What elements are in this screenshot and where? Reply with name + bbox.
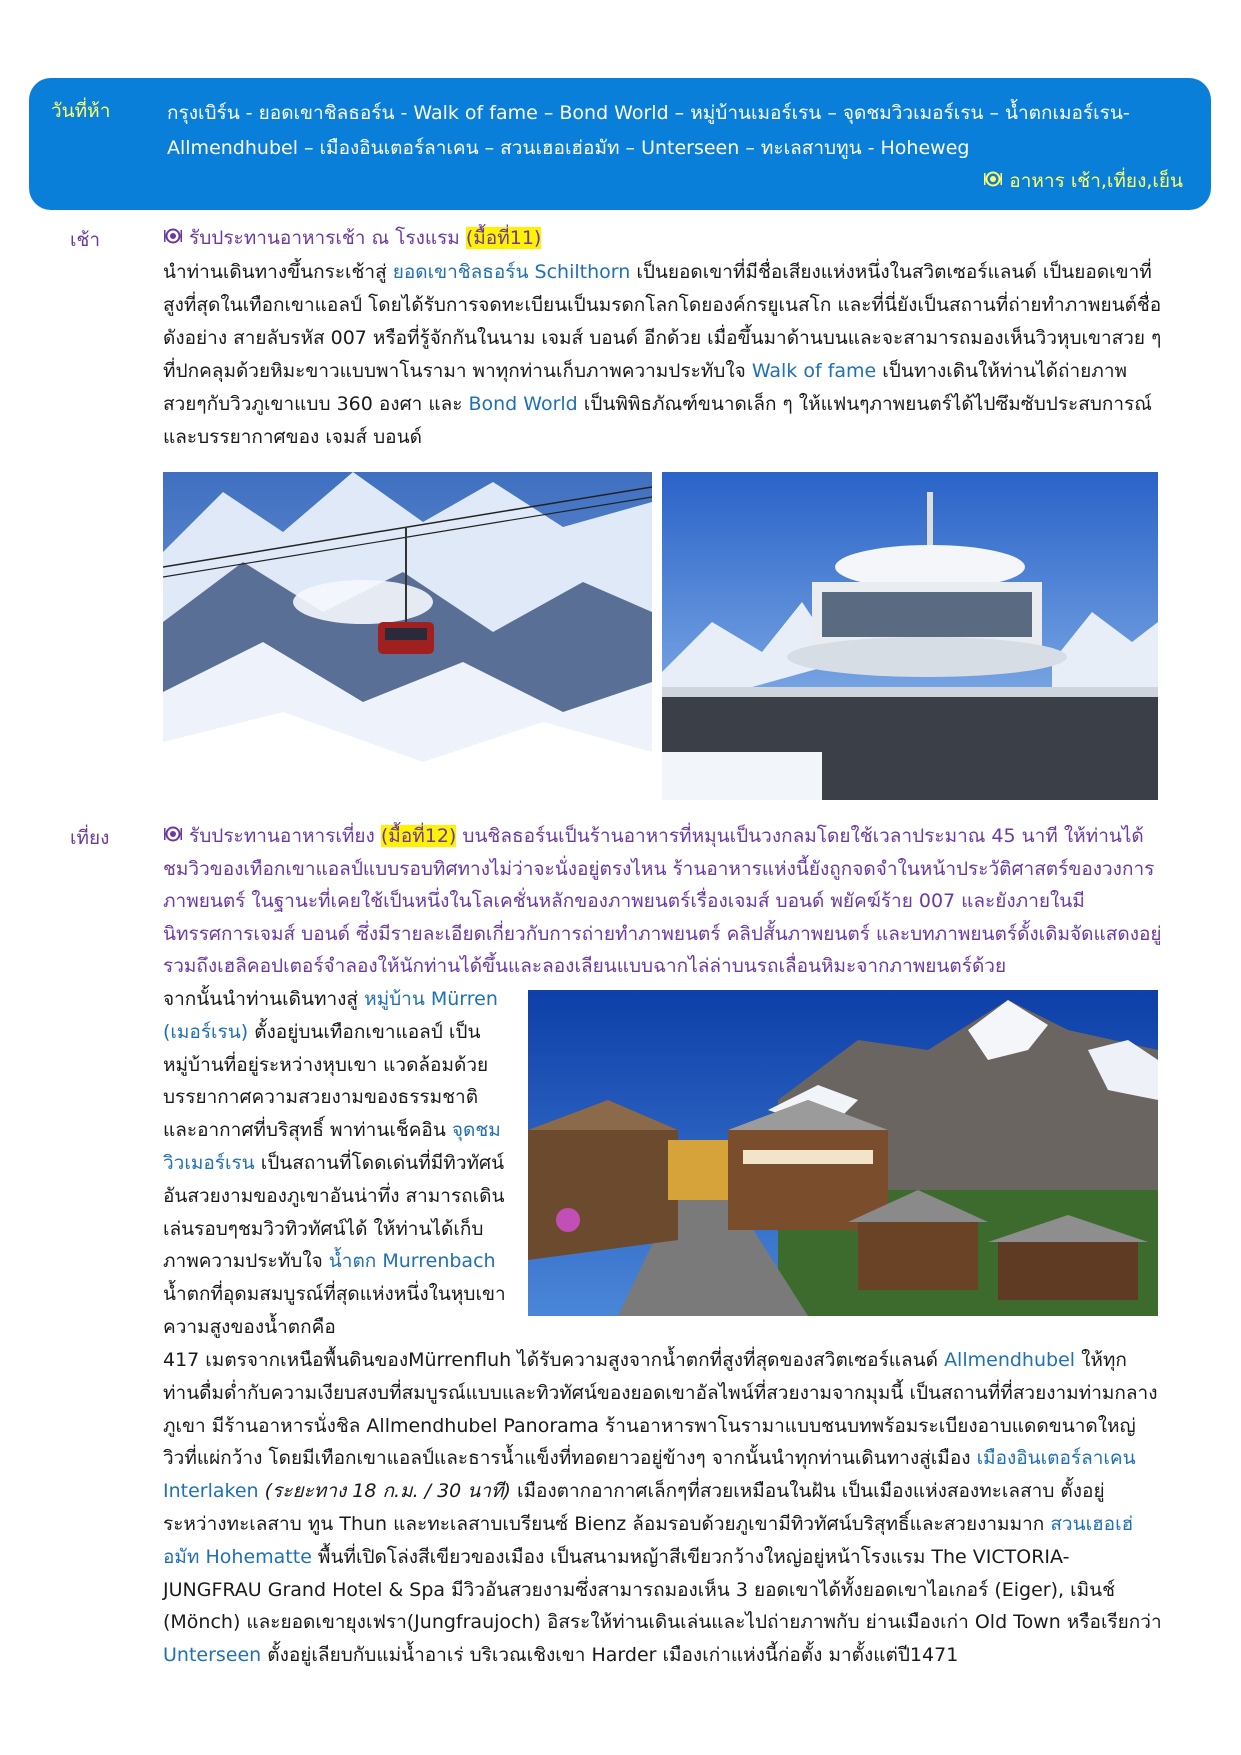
route-line-2: Allmendhubel – เมืองอินเตอร์ลาเคน – สวนเฮอเฮ่อมัท – Unterseen – ทะเลสาบทูน - Hoheweg — [167, 137, 970, 159]
murrenbach-falls-link[interactable]: น้ำตก Murrenbach — [328, 1250, 496, 1273]
interlaken-text-2: ให้ทุกท่านดื่มด่ำกับความเงียบสงบที่สมบูรณ์แบบและทิวทัศน์ของยอดเขาอัลไพน์ที่สวยงามจากมุมนี้ เป็นสถานที่ที่สวยงามท่ามกลางภูเขา มีร้านอาหารนั่งชิล Allmendhubel Panorama ร้านอาหารพาโนรามาแบบชนบทพร้อมระเบียงอาบแดดขนาดใหญ่ วิวที่แผ่กว้าง โดยมีเทือกเขาแอลป์และธารน้ำแข็งที่ทอดยาวอยู่ข้างๆ จากนั้นนำทุกท่านเดินทางสู่เมือง — [163, 1349, 1158, 1470]
meals-summary — [983, 166, 1183, 196]
noon-paragraph — [163, 820, 1163, 983]
interlaken-link[interactable]: เมืองอินเตอร์ลาเคน Interlaken — [163, 1447, 1136, 1503]
meals-text: อาหาร เช้า,เที่ยง,เย็น — [1009, 170, 1183, 192]
murren-viewpoint-link[interactable]: จุดชมวิวเมอร์เรน — [163, 1119, 501, 1174]
murren-village-photo — [528, 990, 1158, 1316]
murren-text-1: จากนั้นนำท่านเดินทางสู่ — [163, 988, 365, 1010]
unterseen-link[interactable]: Unterseen — [163, 1644, 262, 1667]
murren-text-2: ตั้งอยู่บนเทือกเขาแอลป์ เป็นหมู่บ้านที่อยู่ระหว่างหุบเขา แวดล้อมด้วยบรรยากาศความสวยงามของธรรมชาติ และอากาศที่บริสุทธิ์ พาท่านเช็คอิน — [163, 1020, 489, 1142]
interlaken-text-3: เมืองตากอากาศเล็กๆที่สวยเหมือนในฝัน เป็นเมืองแห่งสองทะเลสาบ ตั้งอยู่ระหว่างทะเลสาบ ทูน Thun และทะเลสาบเบรียนซ์ Bienz ล้อมรอบด้วยภูเขามีทิวทัศน์บริสุทธิ์และสวยงามมาก — [163, 1480, 1105, 1535]
murren-column-text — [163, 983, 513, 1344]
cable-car-photo — [163, 472, 652, 800]
interlaken-text-5: ตั้งอยู่เลียบกับแม่น้ำอาเร่ บริเวณเชิงเขา Harder เมืองเก่าแห่งนี้ก่อตั้ง มาตั้งแต่ปี1471 — [261, 1644, 959, 1667]
morning-text-2: เป็นยอดเขาที่มีชื่อเสียงแห่งหนึ่งในสวิตเซอร์แลนด์ เป็นยอดเขาที่สูงที่สุดในเทือกเขาแอลป์ โดยได้รับการจดทะเบียนเป็นมรดกโลกโดยองค์กรยูเนสโก และที่นี่ยังเป็นสถานที่ถ่ายทำภาพยนต์ชื่อดังอย่าง สายลับรหัส 007 หรือที่รู้จักกันในนาม เจมส์ บอนด์ อีกด้วย เมื่อขึ้นมาด้านบนและจะสามารถมองเห็นวิวหุบเขาสวย ๆ ที่ปกคลุมด้วยหิมะขาวแบบพาโนรามา พาทุกท่านเก็บภาพความประทับใจ — [163, 261, 1162, 382]
morning-meal-number: (มื้อที่11) — [465, 227, 542, 249]
meal-plate-icon — [163, 222, 183, 255]
day-header-banner — [29, 78, 1211, 210]
bond-world-link[interactable]: Bond World — [468, 393, 578, 415]
murren-text-3: เป็นสถานที่โดดเด่นที่มีทิวทัศน์อันสวยงามของภูเขาอันน่าทึ่ง สามารถเดินเล่นรอบๆชมวิวทิวทัศน์ได้ ให้ท่านได้เก็บภาพความประทับใจ — [163, 1151, 505, 1273]
noon-meal-number: (มื้อที่12) — [380, 825, 457, 847]
distance-note: (ระยะทาง 18 ก.ม. / 30 นาที) — [258, 1480, 511, 1503]
morning-text-1: นำท่านเดินทางขึ้นกระเช้าสู่ — [163, 261, 393, 283]
murren-village-link[interactable]: หมู่บ้าน Mürren (เมอร์เรน) — [163, 988, 498, 1043]
route-line-1: กรุงเบิร์น - ยอดเขาชิลธอร์น - Walk of fame – Bond World – หมู่บ้านเมอร์เรน – จุดชมวิวเมอร์เรน – น้ำตกเมอร์เรน- — [167, 102, 1130, 124]
route-text — [167, 96, 1187, 166]
morning-meal-line — [163, 222, 1163, 255]
morning-text-4: เป็นพิพิธภัณฑ์ขนาดเล็ก ๆ ให้แฟนๆภาพยนตร์ได้ไปซึมซับประสบการณ์และบรรยากาศของ เจมส์ บอนด์ — [163, 393, 1152, 448]
allmendhubel-link[interactable]: Allmendhubel — [944, 1349, 1076, 1371]
morning-paragraph — [163, 256, 1163, 454]
piz-gloria-restaurant-photo — [662, 472, 1158, 800]
interlaken-text-4: พื้นที่เปิดโล่งสีเขียวของเมือง เป็นสนามหญ้าสีเขียวกว้างใหญ่อยู่หน้าโรงแรม The VICTORIA-JUNGFRAU Grand Hotel & Spa มีวิวอันสวยงามซึ่งสามารถมองเห็น 3 ยอดเขาได้ทั้งยอดเขาไอเกอร์ (Eiger), เมินช์ (Mönch) และยอดเขายุงเฟรา(Jungfraujoch) อิสระให้ท่านเดินเล่นและไปถ่ายภาพกับ ย่านเมืองเก่า Old Town หรือเรียกว่า — [163, 1545, 1162, 1634]
meal-plate-icon — [983, 170, 1003, 192]
hohematte-link[interactable]: สวนเฮอเฮ่อมัท Hohematte — [163, 1512, 1134, 1568]
murren-text-4: น้ำตกที่อุดมสมบูรณ์ที่สุดแห่งหนึ่งในหุบเขา ความสูงของน้ำตกคือ — [163, 1283, 506, 1338]
interlaken-paragraph — [163, 1344, 1163, 1672]
schilthorn-link[interactable]: ยอดเขาชิลธอร์น Schilthorn — [392, 261, 631, 283]
noon-description: บนชิลธอร์นเป็นร้านอาหารที่หมุนเป็นวงกลมโดยใช้เวลาประมาณ 45 นาที ให้ท่านได้ชมวิวของเทือกเขาแอลป์แบบรอบทิศทางไม่ว่าจะนั่งอยู่ตรงไหน ร้านอาหารแห่งนี้ยังถูกจดจำในหน้าประวัติศาสตร์ของวงการภาพยนตร์ ในฐานะที่เคยใช้เป็นหนึ่งในโลเคชั่นหลักของภาพยนตร์เรื่องเจมส์ บอนด์ พยัคฆ์ร้าย 007 และยังภายในมีนิทรรศการเจมส์ บอนด์ ซึ่งมีรายละเอียดเกี่ยวกับการถ่ายทำภาพยนตร์ คลิปสั้นภาพยนตร์ และบทภาพยนตร์ดั้งเดิมจัดแสดงอยู่ รวมถึงเฮลิคอปเตอร์จำลองให้นักท่านได้ขึ้นและลองเลียนแบบฉากไล่ล่าบนรถเลื่อนหิมะจากภาพยนตร์ด้วย — [163, 825, 1162, 977]
day-label: วันที่ห้า — [51, 100, 111, 122]
noon-meal-text: รับประทานอาหารเที่ยง — [189, 825, 381, 847]
meal-plate-icon — [163, 820, 183, 853]
morning-label: เช้า — [70, 229, 101, 251]
noon-label: เที่ยง — [70, 827, 110, 849]
morning-text-3: เป็นทางเดินให้ท่านได้ถ่ายภาพสวยๆกับวิวภูเขาแบบ 360 องศา และ — [163, 360, 1128, 415]
walk-of-fame-link[interactable]: Walk of fame — [751, 360, 877, 382]
morning-meal-text: รับประทานอาหารเช้า ณ โรงแรม — [189, 227, 466, 249]
interlaken-text-1: 417 เมตรจากเหนือพื้นดินของMürrenfluh ได้รับความสูงจากน้ำตกที่สูงที่สุดของสวิตเซอร์แลนด์ — [163, 1349, 945, 1371]
